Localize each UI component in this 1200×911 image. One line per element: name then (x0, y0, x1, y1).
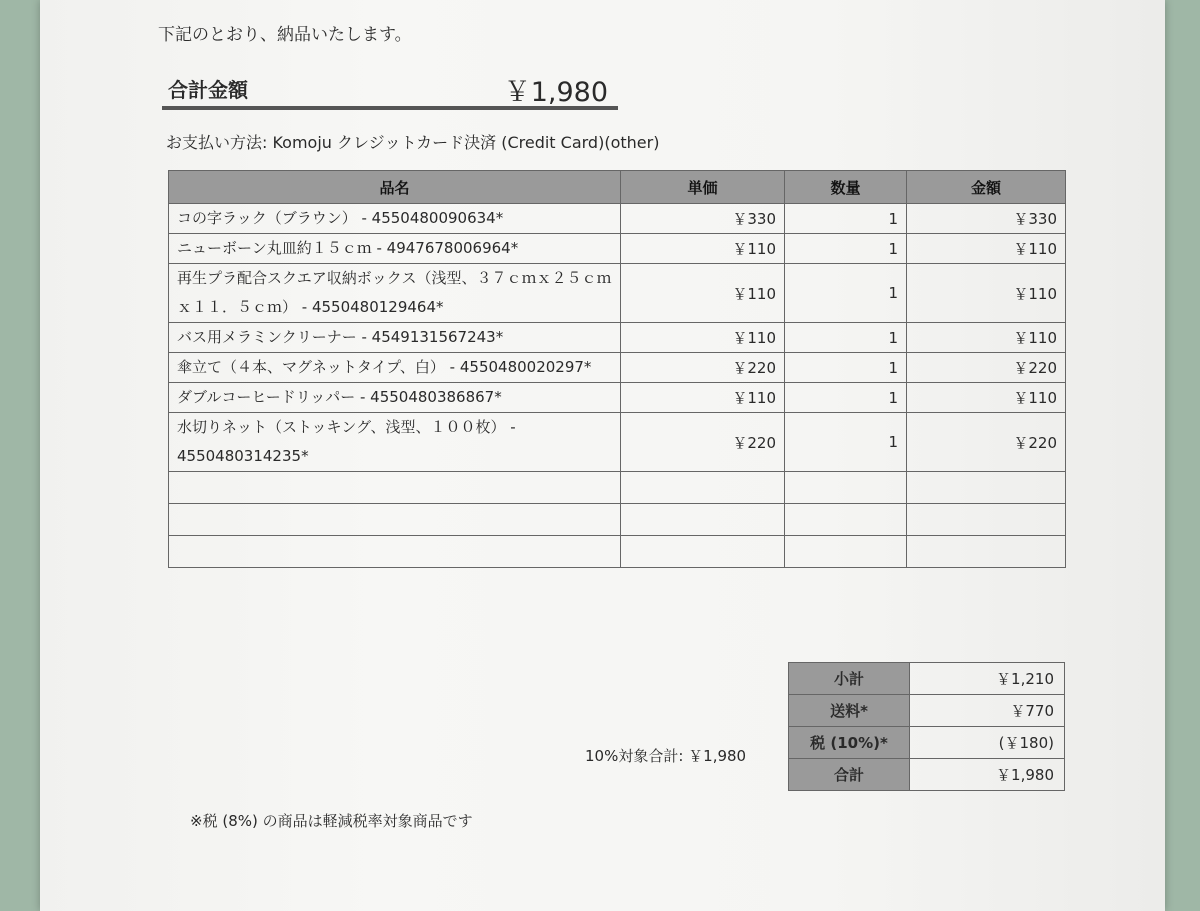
tax-note: ※税 (8%) の商品は軽減税率対象商品です (190, 812, 473, 830)
item-amount: ￥110 (907, 383, 1066, 413)
item-name: 水切りネット（ストッキング、浅型、１００枚） - 4550480314235* (169, 413, 621, 472)
subtotal-value: ￥1,210 (910, 663, 1065, 695)
items-table-header (169, 171, 1066, 204)
table-row (169, 234, 1066, 264)
shipping-value: ￥770 (910, 695, 1065, 727)
item-unit-price: ￥220 (621, 413, 785, 472)
item-amount: ￥220 (907, 413, 1066, 472)
header-unit-price: 単価 (621, 171, 785, 204)
summary-row-subtotal (789, 663, 1065, 695)
empty-row (169, 536, 1066, 568)
item-qty: 1 (785, 413, 907, 472)
summary-row-total (789, 759, 1065, 791)
item-unit-price: ￥110 (621, 234, 785, 264)
total-amount-value: ￥1,980 (503, 77, 608, 108)
table-row (169, 323, 1066, 353)
summary-row-shipping (789, 695, 1065, 727)
item-qty: 1 (785, 234, 907, 264)
item-name: 再生プラ配合スクエア収納ボックス（浅型、３７ｃｍｘ２５ｃｍｘ１１．５ｃｍ） - 4550480129464* (169, 264, 621, 323)
header-name: 品名 (169, 171, 621, 204)
table-row (169, 383, 1066, 413)
grand-total-label: 合計 (789, 759, 910, 791)
empty-row (169, 504, 1066, 536)
item-qty: 1 (785, 264, 907, 323)
header-qty: 数量 (785, 171, 907, 204)
item-amount: ￥330 (907, 204, 1066, 234)
item-qty: 1 (785, 383, 907, 413)
summary-row-tax (789, 727, 1065, 759)
item-name: コの字ラック（ブラウン） - 4550480090634* (169, 204, 621, 234)
item-amount: ￥220 (907, 353, 1066, 383)
tax-label: 税 (10%)* (789, 727, 910, 759)
item-amount: ￥110 (907, 323, 1066, 353)
intro-text: 下記のとおり、納品いたします。 (158, 25, 412, 45)
item-name: 傘立て（４本、マグネットタイプ、白） - 4550480020297* (169, 353, 621, 383)
item-unit-price: ￥220 (621, 353, 785, 383)
taxable-total: 10%対象合計: ￥1,980 (585, 747, 747, 765)
item-qty: 1 (785, 204, 907, 234)
item-name: バス用メラミンクリーナー - 4549131567243* (169, 323, 621, 353)
item-amount: ￥110 (907, 264, 1066, 323)
item-unit-price: ￥110 (621, 383, 785, 413)
item-amount: ￥110 (907, 234, 1066, 264)
payment-method: お支払い方法: Komoju クレジットカード決済 (Credit Card)(other) (166, 133, 660, 152)
table-row (169, 264, 1066, 323)
item-qty: 1 (785, 353, 907, 383)
summary-table (788, 662, 1065, 791)
empty-row (169, 472, 1066, 504)
item-name: ニューボーン丸皿約１５ｃｍ - 4947678006964* (169, 234, 621, 264)
header-amount: 金額 (907, 171, 1066, 204)
table-row (169, 353, 1066, 383)
items-table (168, 170, 1066, 568)
tax-value: (￥180) (910, 727, 1065, 759)
grand-total-value: ￥1,980 (910, 759, 1065, 791)
total-amount-row (162, 68, 618, 110)
table-row (169, 413, 1066, 472)
subtotal-label: 小計 (789, 663, 910, 695)
item-qty: 1 (785, 323, 907, 353)
item-name: ダブルコーヒードリッパー - 4550480386867* (169, 383, 621, 413)
shipping-label: 送料* (789, 695, 910, 727)
item-unit-price: ￥110 (621, 264, 785, 323)
table-row (169, 204, 1066, 234)
item-unit-price: ￥110 (621, 323, 785, 353)
total-amount-label: 合計金額 (168, 78, 248, 102)
item-unit-price: ￥330 (621, 204, 785, 234)
